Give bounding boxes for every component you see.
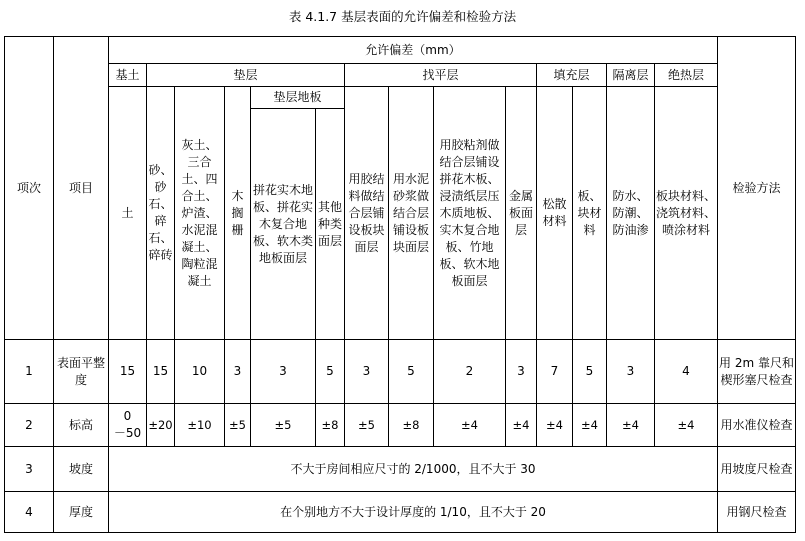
row-2-value: ±4 bbox=[506, 404, 537, 447]
row-2-method: 用水准仪检查 bbox=[718, 404, 796, 447]
col-head-5: 拼花实木地板、拼花实木复合地板、软木类地板面层 bbox=[251, 109, 316, 340]
row-1-value: 2 bbox=[434, 340, 506, 404]
row-4-no: 4 bbox=[5, 492, 54, 533]
group-leveling: 找平层 bbox=[345, 64, 537, 87]
col-head-7: 用胶结料做结合层铺设板块面层 bbox=[345, 87, 389, 340]
row-1-value: 5 bbox=[389, 340, 434, 404]
header-row-3 bbox=[5, 87, 796, 109]
row-1-value: 15 bbox=[109, 340, 147, 404]
header-method: 检验方法 bbox=[718, 37, 796, 340]
row-2-value: ±5 bbox=[345, 404, 389, 447]
row-2-value: ±4 bbox=[434, 404, 506, 447]
row-1-value: 3 bbox=[225, 340, 251, 404]
row-1-value: 3 bbox=[506, 340, 537, 404]
row-2-value: 0 －50 bbox=[109, 404, 147, 447]
col-head-10: 金属板面层 bbox=[506, 87, 537, 340]
table-row bbox=[5, 447, 796, 492]
col-head-11: 松散材料 bbox=[537, 87, 573, 340]
row-2-value: ±5 bbox=[225, 404, 251, 447]
table-row bbox=[5, 340, 796, 404]
group-fill: 填充层 bbox=[537, 64, 607, 87]
row-2-value: ±5 bbox=[251, 404, 316, 447]
group-insulation: 绝热层 bbox=[655, 64, 718, 87]
group-cushion: 垫层 bbox=[147, 64, 345, 87]
col-head-2: 砂、砂石、碎石、碎砖 bbox=[147, 87, 175, 340]
row-2-value: ±20 bbox=[147, 404, 175, 447]
row-1-item: 表面平整度 bbox=[54, 340, 109, 404]
row-2-value: ±4 bbox=[537, 404, 573, 447]
col-head-4: 木搁栅 bbox=[225, 87, 251, 340]
table-row bbox=[5, 404, 796, 447]
row-2-value: ±4 bbox=[573, 404, 607, 447]
header-item-no: 项次 bbox=[5, 37, 54, 340]
row-1-value: 7 bbox=[537, 340, 573, 404]
row-2-value: ±4 bbox=[655, 404, 718, 447]
col-head-9: 用胶粘剂做结合层铺设拼花木板、浸渍纸层压木质地板、实木复合地板、竹地板、软木地板面层 bbox=[434, 87, 506, 340]
row-3-merged-value: 不大于房间相应尺寸的 2/1000，且不大于 30 bbox=[109, 447, 718, 492]
row-3-method: 用坡度尺检查 bbox=[718, 447, 796, 492]
col-head-1: 土 bbox=[109, 87, 147, 340]
col-head-12: 板、块材料 bbox=[573, 87, 607, 340]
row-4-method: 用钢尺检查 bbox=[718, 492, 796, 533]
row-1-value: 10 bbox=[175, 340, 225, 404]
row-3-no: 3 bbox=[5, 447, 54, 492]
row-2-no: 2 bbox=[5, 404, 54, 447]
row-2-item: 标高 bbox=[54, 404, 109, 447]
row-3-item: 坡度 bbox=[54, 447, 109, 492]
row-1-value: 3 bbox=[345, 340, 389, 404]
row-1-method: 用 2m 靠尺和楔形塞尺检查 bbox=[718, 340, 796, 404]
row-2-value: ±8 bbox=[316, 404, 345, 447]
subgroup-cushion-floor: 垫层地板 bbox=[251, 87, 345, 109]
col-head-14: 板块材料、浇筑材料、喷涂材料 bbox=[655, 87, 718, 340]
table-caption: 表 4.1.7 基层表面的允许偏差和检验方法 bbox=[288, 9, 517, 24]
group-isolation: 隔离层 bbox=[607, 64, 655, 87]
table-row bbox=[5, 492, 796, 533]
tolerance-table bbox=[4, 36, 796, 533]
row-1-value: 5 bbox=[573, 340, 607, 404]
row-1-value: 4 bbox=[655, 340, 718, 404]
col-head-6: 其他种类面层 bbox=[316, 109, 345, 340]
row-2-value: ±4 bbox=[607, 404, 655, 447]
row-4-merged-value: 在个别地方不大于设计厚度的 1/10，且不大于 20 bbox=[109, 492, 718, 533]
row-1-value: 5 bbox=[316, 340, 345, 404]
row-2-value: ±8 bbox=[389, 404, 434, 447]
header-row-1 bbox=[5, 37, 796, 64]
row-1-value: 3 bbox=[607, 340, 655, 404]
group-base-soil: 基土 bbox=[109, 64, 147, 87]
row-1-no: 1 bbox=[5, 340, 54, 404]
header-tolerance: 允许偏差（mm） bbox=[109, 37, 718, 64]
row-2-value: ±10 bbox=[175, 404, 225, 447]
row-1-value: 15 bbox=[147, 340, 175, 404]
col-head-8: 用水泥砂浆做结合层铺设板块面层 bbox=[389, 87, 434, 340]
row-4-item: 厚度 bbox=[54, 492, 109, 533]
col-head-3: 灰土、三合土、四合土、炉渣、水泥混凝土、陶粒混凝土 bbox=[175, 87, 225, 340]
row-1-value: 3 bbox=[251, 340, 316, 404]
header-item: 项目 bbox=[54, 37, 109, 340]
header-row-2 bbox=[5, 64, 796, 87]
col-head-13: 防水、防潮、防油渗 bbox=[607, 87, 655, 340]
